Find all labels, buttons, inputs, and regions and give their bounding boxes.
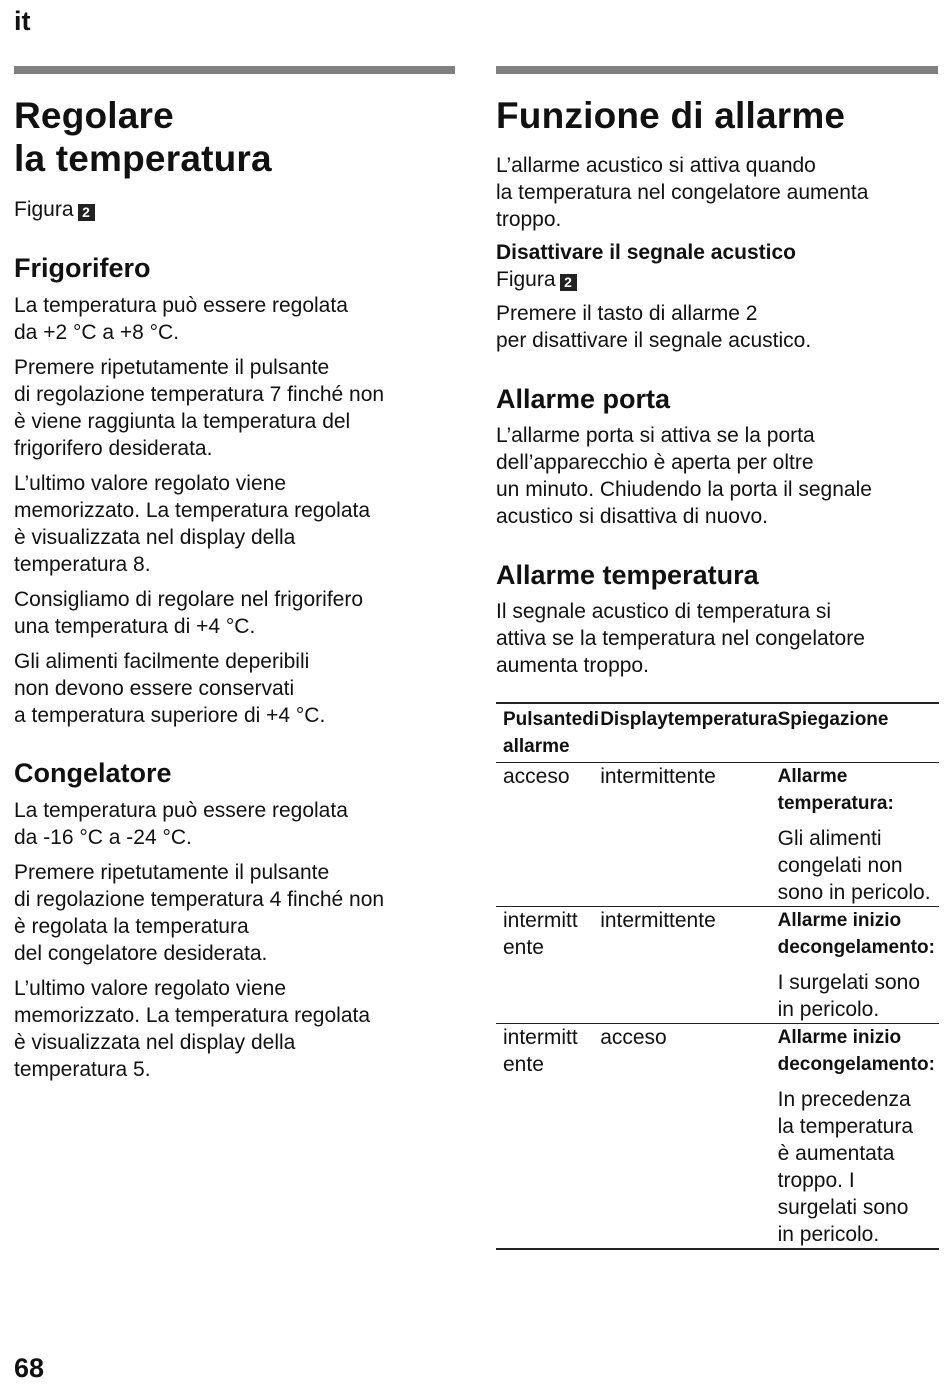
figure-reference bbox=[496, 266, 938, 293]
text-line: troppo. bbox=[496, 208, 562, 231]
section-rule bbox=[14, 66, 455, 74]
text-line: la temperatura nel congelatore aumenta bbox=[496, 181, 869, 204]
cell-explanation bbox=[778, 1024, 939, 1250]
cell-line: ente bbox=[503, 936, 544, 959]
alarm-table bbox=[496, 702, 939, 1250]
text-line: Premere il tasto di allarme 2 bbox=[496, 302, 758, 325]
text-line: La temperatura può essere regolata bbox=[14, 294, 348, 317]
cell-explanation bbox=[778, 763, 939, 907]
right-title: Funzione di allarme bbox=[496, 95, 846, 136]
cell-line: in pericolo. bbox=[777, 1223, 880, 1246]
freezer-paragraphs bbox=[14, 797, 455, 1083]
figure-label: Figura bbox=[496, 268, 556, 291]
text-line: Premere ripetutamente il pulsante bbox=[14, 861, 330, 884]
paragraph bbox=[14, 292, 455, 346]
paragraph bbox=[14, 470, 455, 578]
explanation-title: temperatura: bbox=[777, 793, 894, 814]
cell-line: è aumentata bbox=[777, 1142, 895, 1165]
cell-line: intermitt bbox=[503, 1026, 578, 1049]
explanation-body bbox=[778, 1086, 939, 1248]
explanation-title: decongelamento: bbox=[777, 1054, 935, 1075]
cell-line: la temperatura bbox=[777, 1115, 914, 1138]
cell-display bbox=[600, 763, 777, 907]
text-line: è visualizzata nel display della bbox=[14, 526, 296, 549]
table-row bbox=[496, 763, 939, 907]
paragraph bbox=[14, 648, 455, 729]
text-line: Gli alimenti facilmente deperibili bbox=[14, 650, 310, 673]
cell-display bbox=[600, 1024, 777, 1250]
cell-line: ente bbox=[503, 1053, 544, 1076]
paragraph bbox=[14, 797, 455, 851]
table-header-row bbox=[496, 703, 939, 763]
header-line: Spiegazione bbox=[777, 709, 889, 730]
text-line: è viene raggiunta la temperatura del bbox=[14, 410, 351, 433]
header-explanation bbox=[778, 703, 939, 763]
cell-alarm-button bbox=[496, 907, 600, 1024]
cell-line: sono in pericolo. bbox=[777, 881, 931, 904]
text-line: memorizzato. La temperatura regolata bbox=[14, 499, 371, 522]
figure-reference bbox=[14, 196, 455, 223]
cell-line: In precedenza bbox=[777, 1088, 911, 1111]
table-row bbox=[496, 907, 939, 1024]
text-line: del congelatore desiderata. bbox=[14, 942, 268, 965]
text-line: a temperatura superiore di +4 °C. bbox=[14, 704, 326, 727]
temp-alarm-heading: Allarme temperatura bbox=[496, 560, 759, 590]
text-line: è regolata la temperatura bbox=[14, 915, 249, 938]
cell-line: Gli alimenti bbox=[777, 827, 882, 850]
paragraph bbox=[14, 586, 455, 640]
explanation-body bbox=[778, 969, 939, 1023]
header-line: di allarme bbox=[503, 709, 600, 757]
text-line: aumenta troppo. bbox=[496, 654, 649, 677]
section-rule bbox=[496, 66, 938, 74]
language-code: it bbox=[14, 6, 31, 36]
text-line: un minuto. Chiudendo la porta il segnale bbox=[496, 478, 872, 501]
text-line: da +2 °C a +8 °C. bbox=[14, 321, 180, 344]
cell-line: in pericolo. bbox=[777, 998, 880, 1021]
cell-display bbox=[600, 907, 777, 1024]
text-line: frigorifero desiderata. bbox=[14, 437, 213, 460]
left-column bbox=[14, 66, 455, 1083]
figure-label: Figura bbox=[14, 198, 74, 221]
table-row bbox=[496, 1024, 939, 1250]
cell-line: I surgelati sono bbox=[777, 971, 921, 994]
freezer-heading: Congelatore bbox=[14, 758, 172, 788]
text-line: La temperatura può essere regolata bbox=[14, 799, 348, 822]
door-alarm-heading: Allarme porta bbox=[496, 384, 671, 414]
text-line: attiva se la temperatura nel congelatore bbox=[496, 627, 865, 650]
alarm-intro bbox=[496, 152, 938, 233]
left-title-line: la temperatura bbox=[14, 138, 272, 179]
text-line: L’ultimo valore regolato viene bbox=[14, 472, 286, 495]
page-number: 68 bbox=[14, 1353, 45, 1383]
text-line: L’allarme acustico si attiva quando bbox=[496, 154, 816, 177]
text-line: di regolazione temperatura 4 finché non bbox=[14, 888, 385, 911]
left-title bbox=[14, 94, 455, 180]
cell-line: troppo. I bbox=[777, 1169, 855, 1192]
text-line: L’allarme porta si attiva se la porta bbox=[496, 424, 815, 447]
figure-number-box: 2 bbox=[78, 204, 95, 221]
fridge-heading: Frigorifero bbox=[14, 253, 151, 283]
cell-line: intermitt bbox=[503, 909, 578, 932]
cell-line: acceso bbox=[503, 765, 570, 788]
text-line: temperatura 8. bbox=[14, 553, 151, 576]
cell-line: congelati non bbox=[777, 854, 903, 877]
cell-alarm-button bbox=[496, 1024, 600, 1250]
explanation-title: Allarme bbox=[777, 766, 848, 787]
text-line: Consigliamo di regolare nel frigorifero bbox=[14, 588, 364, 611]
text-line: da -16 °C a -24 °C. bbox=[14, 826, 192, 849]
cell-line: acceso bbox=[600, 1026, 667, 1049]
cell-alarm-button bbox=[496, 763, 600, 907]
text-line: acustico si disattiva di nuovo. bbox=[496, 505, 768, 528]
disable-text bbox=[496, 300, 938, 354]
text-line: temperatura 5. bbox=[14, 1058, 151, 1081]
header-alarm-button bbox=[496, 703, 600, 763]
explanation-title: Allarme inizio bbox=[777, 1027, 902, 1048]
header-line: temperatura bbox=[667, 709, 778, 730]
cell-explanation bbox=[778, 907, 939, 1024]
cell-line: intermittente bbox=[600, 765, 716, 788]
text-line: una temperatura di +4 °C. bbox=[14, 615, 256, 638]
text-line: non devono essere conservati bbox=[14, 677, 295, 700]
text-line: di regolazione temperatura 7 finché non bbox=[14, 383, 385, 406]
figure-number-box: 2 bbox=[560, 274, 577, 291]
text-line: Il segnale acustico di temperatura si bbox=[496, 600, 832, 623]
header-display bbox=[600, 703, 777, 763]
left-title-line: Regolare bbox=[14, 95, 174, 136]
paragraph bbox=[14, 859, 455, 967]
text-line: dell’apparecchio è aperta per oltre bbox=[496, 451, 814, 474]
text-line: L’ultimo valore regolato viene bbox=[14, 977, 286, 1000]
text-line: memorizzato. La temperatura regolata bbox=[14, 1004, 371, 1027]
text-line: Premere ripetutamente il pulsante bbox=[14, 356, 330, 379]
header-line: Pulsante bbox=[503, 709, 583, 730]
explanation-title: Allarme inizio bbox=[777, 910, 902, 931]
right-column bbox=[496, 66, 938, 679]
door-alarm-text bbox=[496, 422, 938, 530]
text-line: è visualizzata nel display della bbox=[14, 1031, 296, 1054]
header-line: Display bbox=[600, 709, 668, 730]
paragraph bbox=[14, 975, 455, 1083]
cell-line: intermittente bbox=[600, 909, 716, 932]
disable-heading: Disattivare il segnale acustico bbox=[496, 241, 796, 264]
explanation-body bbox=[778, 825, 939, 906]
fridge-paragraphs bbox=[14, 292, 455, 729]
paragraph bbox=[14, 354, 455, 462]
text-line: per disattivare il segnale acustico. bbox=[496, 329, 812, 352]
temp-alarm-text bbox=[496, 598, 938, 679]
cell-line: surgelati sono bbox=[777, 1196, 909, 1219]
explanation-title: decongelamento: bbox=[777, 937, 935, 958]
